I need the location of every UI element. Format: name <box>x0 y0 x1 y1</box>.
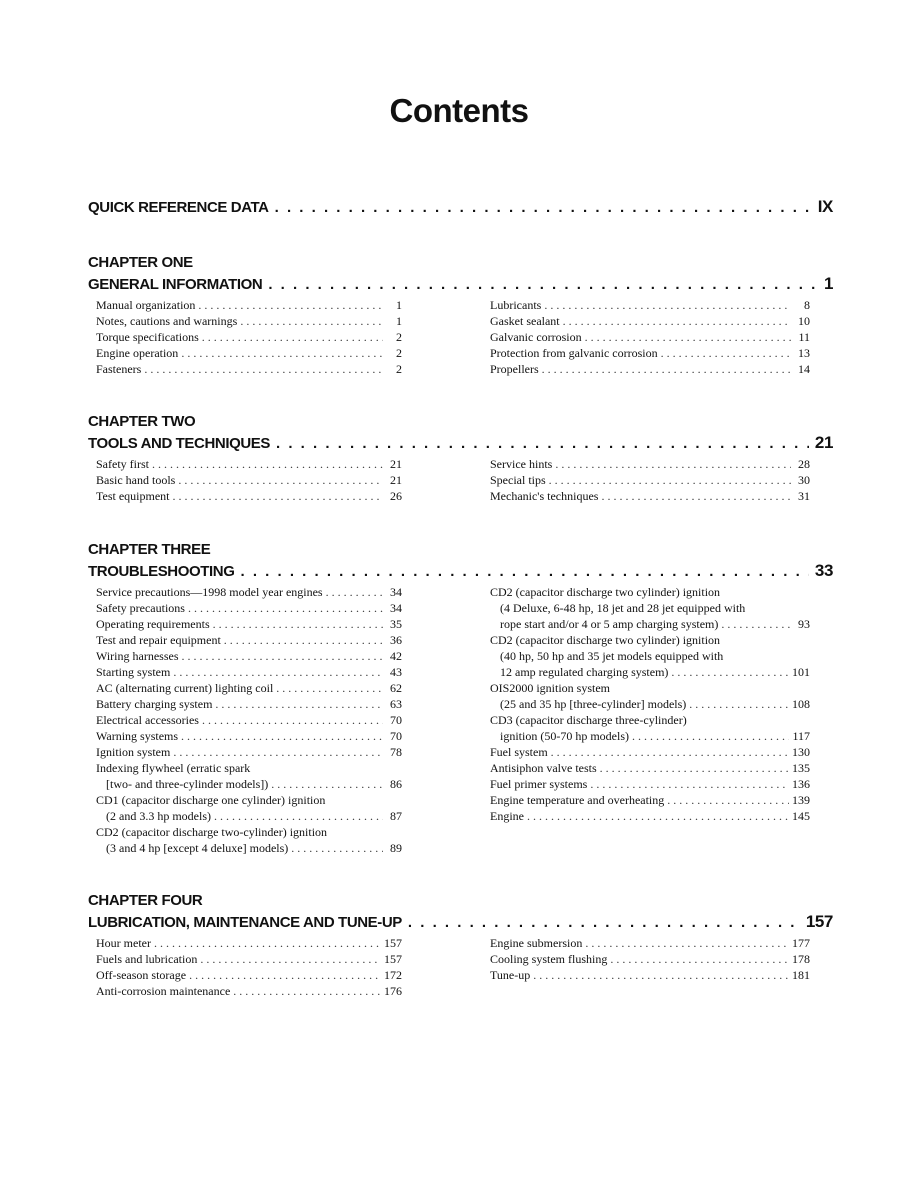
toc-columns <box>88 297 833 377</box>
toc-entry-page: 130 <box>792 745 810 759</box>
toc-entry[interactable] <box>490 313 810 329</box>
toc-entry-title: Fuel system <box>490 745 548 759</box>
toc-entry-title: (2 and 3.3 hp models) <box>106 809 211 823</box>
toc-entry[interactable] <box>96 967 402 983</box>
toc-entry-page: 21 <box>390 457 402 471</box>
toc-entry[interactable] <box>96 632 402 648</box>
toc-entry-title: Battery charging system <box>96 697 213 711</box>
dot-leader <box>544 297 791 313</box>
dot-leader <box>585 935 789 951</box>
dot-leader <box>202 329 383 345</box>
toc-entry[interactable] <box>490 329 810 345</box>
dot-leader <box>291 840 383 856</box>
toc-entry-page: 117 <box>792 729 810 743</box>
toc-entry[interactable] <box>490 792 810 808</box>
page-title: Contents <box>389 92 529 129</box>
dot-leader <box>276 680 383 696</box>
dot-leader <box>563 313 791 329</box>
toc-entry-page: 8 <box>804 298 810 312</box>
toc-entry-line[interactable]: CD2 (capacitor discharge two-cylinder) ignition <box>96 825 328 839</box>
toc-entry-title: Engine temperature and overheating <box>490 793 665 807</box>
toc-entry-page: 63 <box>390 697 402 711</box>
toc-entry[interactable] <box>96 776 402 792</box>
toc-entry[interactable] <box>96 840 402 856</box>
quick-reference-heading[interactable] <box>88 196 833 218</box>
toc-entry-page: 87 <box>390 809 402 823</box>
dot-leader <box>610 951 789 967</box>
toc-entry-title: Operating requirements <box>96 617 210 631</box>
dot-leader <box>555 456 791 472</box>
toc-entry-title: Hour meter <box>96 936 151 950</box>
toc-entry-title: 12 amp regulated charging system) <box>500 665 669 679</box>
dot-leader <box>200 951 381 967</box>
quick-reference-label: QUICK REFERENCE DATA <box>88 199 269 216</box>
dot-leader <box>721 616 791 632</box>
toc-entry-title: Engine submersion <box>490 936 583 950</box>
dot-leader <box>689 696 789 712</box>
toc-entry-title: Anti-corrosion maintenance <box>96 984 231 998</box>
toc-entry-line[interactable]: CD2 (capacitor discharge two cylinder) ignition <box>490 585 721 599</box>
toc-entry[interactable] <box>96 983 402 999</box>
dot-leader <box>632 728 789 744</box>
dot-leader <box>214 808 383 824</box>
dot-leader <box>601 488 791 504</box>
toc-entry-page: 108 <box>792 697 810 711</box>
dot-leader <box>527 808 789 824</box>
toc-entry-line[interactable]: (4 Deluxe, 6-48 hp, 18 jet and 28 jet equipped with <box>500 601 746 615</box>
toc-entry-title: Basic hand tools <box>96 473 176 487</box>
toc-entry-page: 2 <box>396 362 402 376</box>
toc-entry[interactable] <box>490 297 810 313</box>
toc-column-left <box>96 297 402 377</box>
dot-leader <box>182 648 384 664</box>
toc-entry-page: 2 <box>396 346 402 360</box>
toc-entry-page: 35 <box>390 617 402 631</box>
toc-entry[interactable] <box>96 951 402 967</box>
dot-leader <box>590 776 789 792</box>
toc-entry-title: Engine operation <box>96 346 179 360</box>
dot-leader <box>233 983 381 999</box>
toc-entry-page: 10 <box>798 314 810 328</box>
toc-entry-title: Tune-up <box>490 968 531 982</box>
toc-entry[interactable] <box>96 297 402 313</box>
toc-entry-line[interactable]: CD1 (capacitor discharge one cylinder) ignition <box>96 793 326 807</box>
toc-entry-page: 31 <box>798 489 810 503</box>
toc-entry-title: Galvanic corrosion <box>490 330 582 344</box>
toc-entry-page: 135 <box>792 761 810 775</box>
chapter-heading[interactable] <box>88 432 833 454</box>
dot-leader <box>549 472 791 488</box>
toc-entry[interactable] <box>96 472 402 488</box>
toc-entry-title: Fuel primer systems <box>490 777 588 791</box>
toc-entry-page: 157 <box>384 936 402 950</box>
toc-entry-page: 34 <box>390 585 402 599</box>
toc-entry-title: ignition (50-70 hp models) <box>500 729 629 743</box>
toc-entry[interactable] <box>96 313 402 329</box>
toc-entry[interactable] <box>96 680 402 696</box>
toc-entry-title: Antisiphon valve tests <box>490 761 597 775</box>
dot-leader <box>188 600 383 616</box>
toc-entry[interactable] <box>96 361 402 377</box>
dot-leader <box>241 561 809 583</box>
toc-entry-title: rope start and/or 4 or 5 amp charging system) <box>500 617 719 631</box>
toc-column-right <box>490 297 810 377</box>
toc-column-left <box>96 935 402 999</box>
dot-leader <box>585 329 791 345</box>
toc-entry-title: Electrical accessories <box>96 713 199 727</box>
chapter-title: TROUBLESHOOTING <box>88 563 235 580</box>
toc-entry-line[interactable]: Indexing flywheel (erratic spark <box>96 761 251 775</box>
toc-entry[interactable] <box>490 808 810 824</box>
toc-entry[interactable] <box>96 648 402 664</box>
toc-entry-title: AC (alternating current) lighting coil <box>96 681 274 695</box>
toc-entry[interactable] <box>96 456 402 472</box>
toc-entry-title: Fasteners <box>96 362 142 376</box>
chapter-page: 21 <box>814 433 833 452</box>
toc-entry-line[interactable]: CD2 (capacitor discharge two cylinder) ignition <box>490 633 721 647</box>
chapter-heading[interactable] <box>88 911 833 933</box>
dot-leader <box>181 345 383 361</box>
toc-entry-page: 93 <box>798 617 810 631</box>
toc-entry-title: Lubricants <box>490 298 542 312</box>
toc-entry[interactable] <box>96 584 402 600</box>
dot-leader <box>240 313 383 329</box>
toc-entry-page: 28 <box>798 457 810 471</box>
chapter-title: LUBRICATION, MAINTENANCE AND TUNE-UP <box>88 914 402 931</box>
toc-entry-page: 42 <box>390 649 402 663</box>
dot-leader <box>152 456 383 472</box>
toc-entry[interactable] <box>96 616 402 632</box>
toc-entry[interactable] <box>490 616 810 632</box>
toc-entry[interactable] <box>490 696 810 712</box>
toc-entry-page: 145 <box>792 809 810 823</box>
toc-entry-title: Service hints <box>490 457 553 471</box>
dot-leader <box>326 584 383 600</box>
toc-entry[interactable] <box>490 728 810 744</box>
toc-entry[interactable] <box>96 600 402 616</box>
dot-leader <box>178 472 383 488</box>
dot-leader <box>189 967 381 983</box>
toc-entry-title: Special tips <box>490 473 546 487</box>
toc-entry-title: Engine <box>490 809 524 823</box>
toc-entry-line[interactable]: CD3 (capacitor discharge three-cylinder) <box>490 713 687 727</box>
dot-leader <box>671 664 789 680</box>
dot-leader <box>172 488 383 504</box>
toc-entry-title: Ignition system <box>96 745 171 759</box>
toc-entry-page: 181 <box>792 968 810 982</box>
toc-entry-title: (25 and 35 hp [three-cylinder] models) <box>500 697 687 711</box>
toc-entry-page: 30 <box>798 473 810 487</box>
chapter-heading[interactable] <box>88 273 833 295</box>
toc-entry[interactable] <box>96 696 402 712</box>
toc-entry-page: 136 <box>792 777 810 791</box>
chapter-page: 33 <box>814 561 833 580</box>
dot-leader <box>224 632 383 648</box>
toc-entry-page: 36 <box>390 633 402 647</box>
toc-entry-title: Safety precautions <box>96 601 185 615</box>
toc-entry[interactable] <box>490 776 810 792</box>
toc-entry-page: 86 <box>390 777 402 791</box>
toc-entry-page: 11 <box>798 330 810 344</box>
dot-leader <box>276 433 809 455</box>
toc-entry[interactable] <box>490 664 810 680</box>
toc-entry[interactable] <box>490 472 810 488</box>
dot-leader <box>198 297 383 313</box>
dot-leader <box>661 345 791 361</box>
toc-entry-page: 78 <box>390 745 402 759</box>
toc-entry-title: Test and repair equipment <box>96 633 221 647</box>
dot-leader <box>268 274 818 296</box>
toc-entry-page: 101 <box>792 665 810 679</box>
toc-entry-title: Protection from galvanic corrosion <box>490 346 658 360</box>
toc-entry-title: Safety first <box>96 457 149 471</box>
toc-entry[interactable] <box>96 935 402 951</box>
toc-entry[interactable] <box>490 456 810 472</box>
chapter-heading[interactable] <box>88 560 833 582</box>
toc-entry-title: Starting system <box>96 665 171 679</box>
toc-entry[interactable] <box>490 744 810 760</box>
dot-leader <box>275 197 812 219</box>
toc-column-left <box>96 456 402 504</box>
toc-entry[interactable] <box>490 345 810 361</box>
toc-entry-page: 13 <box>798 346 810 360</box>
chapter-two <box>88 412 833 504</box>
toc-entry-title: (3 and 4 hp [except 4 deluxe] models) <box>106 841 289 855</box>
toc-entry-title: Wiring harnesses <box>96 649 179 663</box>
toc-entry[interactable] <box>96 744 402 760</box>
chapter-three <box>88 540 833 856</box>
toc-entry[interactable] <box>96 345 402 361</box>
dot-leader <box>202 712 383 728</box>
toc-entry-page: 139 <box>792 793 810 807</box>
toc-entry-page: 14 <box>798 362 810 376</box>
dot-leader <box>408 912 800 934</box>
dot-leader <box>173 664 383 680</box>
chapter-label: CHAPTER TWO <box>88 413 196 430</box>
toc-columns <box>88 456 833 504</box>
toc-entry[interactable] <box>490 488 810 504</box>
chapter-page: 1 <box>823 274 833 293</box>
toc-entry-line[interactable]: (40 hp, 50 hp and 35 jet models equipped with <box>500 649 724 663</box>
dot-leader <box>542 361 791 377</box>
dot-leader <box>154 935 381 951</box>
toc-entry-page: 21 <box>390 473 402 487</box>
toc-entry-title: Fuels and lubrication <box>96 952 198 966</box>
toc-entry-page: 43 <box>390 665 402 679</box>
toc-entry-title: Torque specifications <box>96 330 199 344</box>
toc-entry-page: 34 <box>390 601 402 615</box>
toc-entry-page: 70 <box>390 713 402 727</box>
toc-entry-page: 70 <box>390 729 402 743</box>
chapter-title: TOOLS AND TECHNIQUES <box>88 435 271 452</box>
toc-entry[interactable] <box>490 951 810 967</box>
toc-columns <box>88 584 833 856</box>
dot-leader <box>181 728 383 744</box>
toc-entry-page: 89 <box>390 841 402 855</box>
toc-entry-page: 1 <box>396 314 402 328</box>
dot-leader <box>215 696 383 712</box>
toc-entry-page: 176 <box>384 984 402 998</box>
toc-entry[interactable] <box>490 935 810 951</box>
dot-leader <box>213 616 383 632</box>
toc-entry-title: Cooling system flushing <box>490 952 608 966</box>
dot-leader <box>271 776 383 792</box>
dot-leader <box>173 744 383 760</box>
dot-leader <box>533 967 789 983</box>
toc-entry-title: Gasket sealant <box>490 314 560 328</box>
chapter-label: CHAPTER THREE <box>88 541 211 558</box>
toc-entry-title: Notes, cautions and warnings <box>96 314 238 328</box>
toc-entry-title: Warning systems <box>96 729 179 743</box>
chapter-label: CHAPTER FOUR <box>88 892 203 909</box>
toc-entry-title: Manual organization <box>96 298 196 312</box>
dot-leader <box>600 760 789 776</box>
toc-entry[interactable] <box>96 712 402 728</box>
toc-entry-title: Test equipment <box>96 489 170 503</box>
toc-entry-page: 62 <box>390 681 402 695</box>
toc-entry[interactable] <box>96 488 402 504</box>
toc-column-right <box>490 456 810 504</box>
toc-entry-line[interactable]: OIS2000 ignition system <box>490 681 611 695</box>
chapter-label: CHAPTER ONE <box>88 254 193 271</box>
toc-column-right <box>490 935 810 999</box>
dot-leader <box>551 744 789 760</box>
chapter-four <box>88 891 833 999</box>
dot-leader <box>144 361 383 377</box>
chapter-page: 157 <box>805 912 833 931</box>
toc-entry-page: 177 <box>792 936 810 950</box>
toc-entry-page: 26 <box>390 489 402 503</box>
toc-entry-title: Propellers <box>490 362 539 376</box>
toc-entry[interactable] <box>490 361 810 377</box>
quick-reference-page: IX <box>817 197 833 216</box>
toc-entry-page: 172 <box>384 968 402 982</box>
chapter-title: GENERAL INFORMATION <box>88 276 263 293</box>
toc-entry[interactable] <box>490 760 810 776</box>
toc-column-left <box>96 584 402 856</box>
toc-entry[interactable] <box>490 967 810 983</box>
toc-entry[interactable] <box>96 728 402 744</box>
toc-entry[interactable] <box>96 808 402 824</box>
toc-column-right <box>490 584 810 856</box>
toc-entry-page: 178 <box>792 952 810 966</box>
toc-entry[interactable] <box>96 329 402 345</box>
toc-entry-page: 157 <box>384 952 402 966</box>
toc-columns <box>88 935 833 999</box>
dot-leader <box>667 792 789 808</box>
toc-entry-page: 2 <box>396 330 402 344</box>
toc-entry[interactable] <box>96 664 402 680</box>
chapter-one <box>88 253 833 377</box>
toc-entry-title: Service precautions—1998 model year engines <box>96 585 323 599</box>
toc-entry-title: [two- and three-cylinder models]) <box>106 777 269 791</box>
toc-entry-title: Off-season storage <box>96 968 187 982</box>
toc-entry-page: 1 <box>396 298 402 312</box>
toc-entry-title: Mechanic's techniques <box>490 489 599 503</box>
